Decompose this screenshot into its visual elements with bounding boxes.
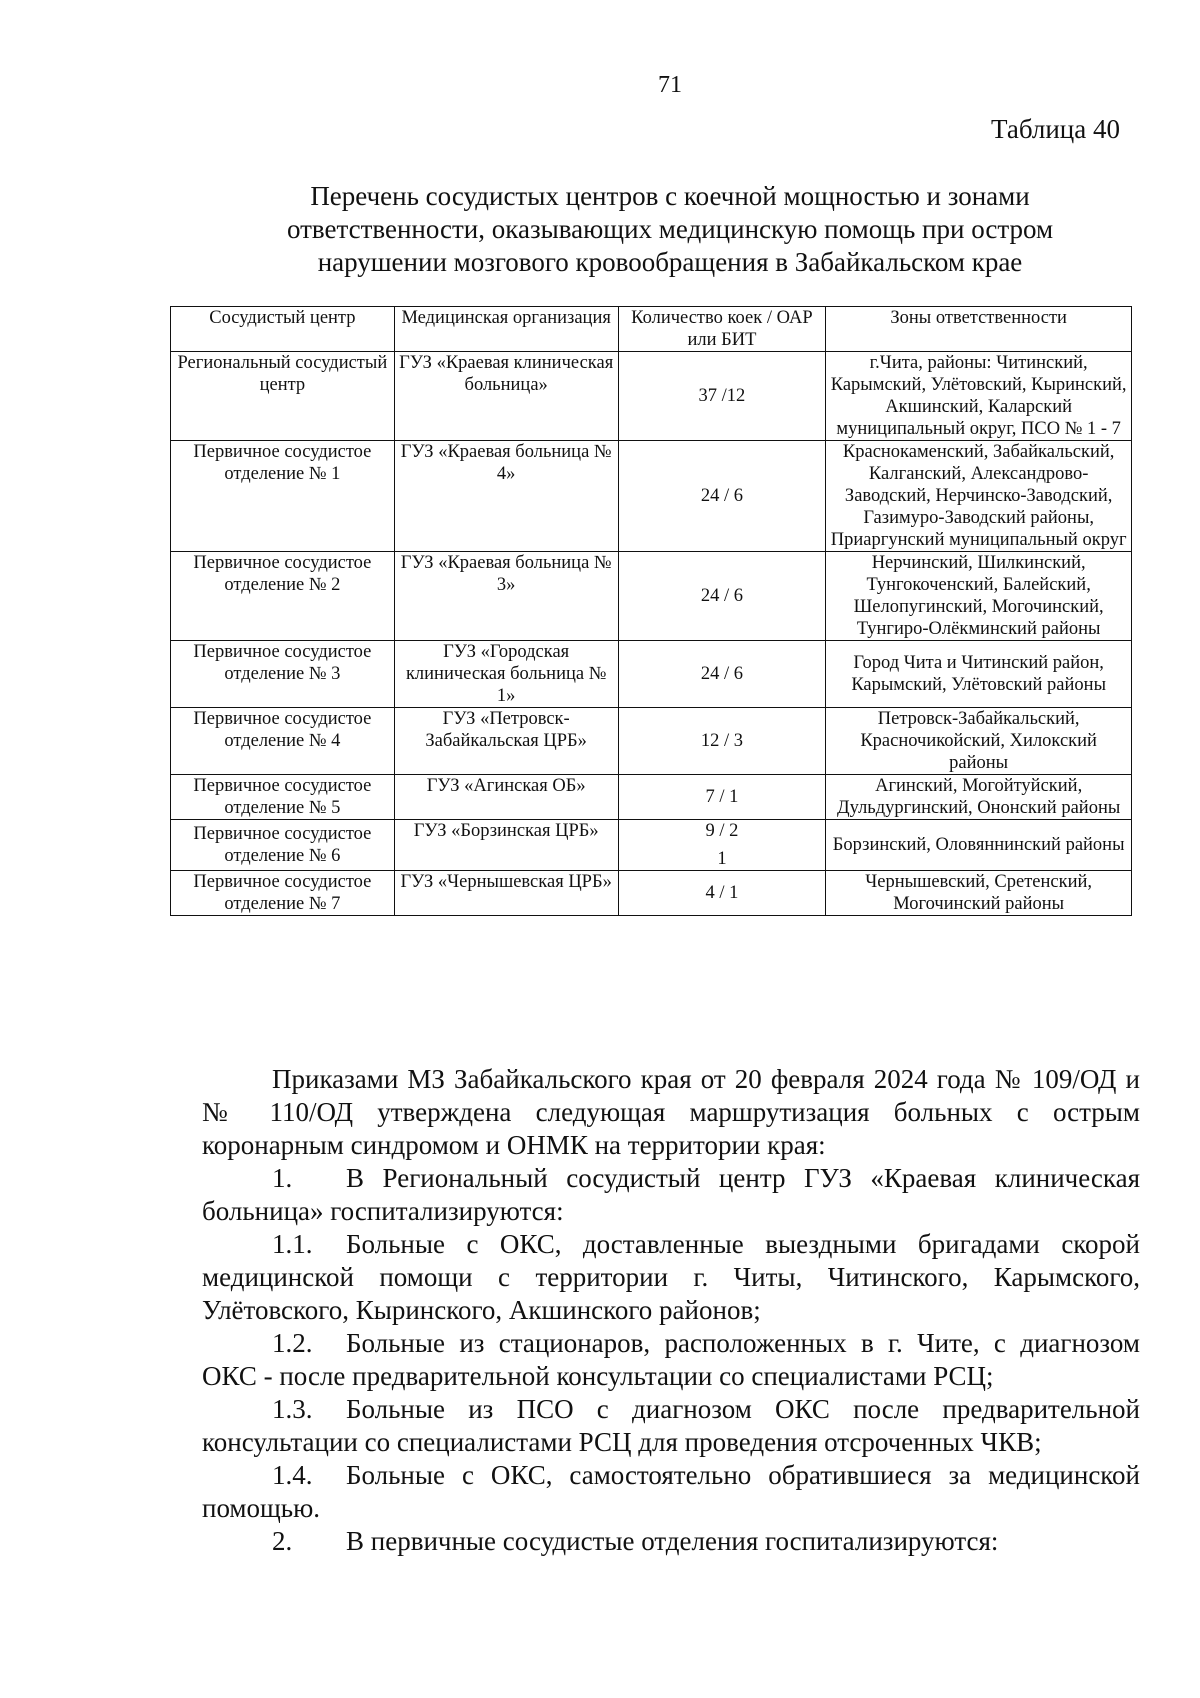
- table-row: [171, 441, 1132, 552]
- paragraph-text: Приказами МЗ Забайкальского края от 20 февраля 2024 года № 109/ОД и № 110/ОД утверждена следующая маршрутизация больных с острым коронарным синдромом и ОНМК на территории края:: [202, 1064, 1140, 1160]
- cell-center: Первичное сосудистое отделение № 4: [171, 708, 395, 775]
- paragraph: [202, 1327, 1140, 1393]
- cell-zones: Нерчинский, Шилкинский, Тунгокоченский, Балейский, Шелопугинский, Могочинский, Тунгиро-Олёкминский районы: [826, 552, 1132, 641]
- page-number: 71: [658, 72, 682, 98]
- cell-organization: ГУЗ «Краевая клиническая больница»: [394, 352, 618, 441]
- cell-organization: ГУЗ «Борзинская ЦРБ»: [394, 820, 618, 871]
- paragraph: [202, 1063, 1140, 1162]
- paragraph-text: Больные с ОКС, доставленные выездными бригадами скорой медицинской помощи с территории г. Читы, Читинского, Карымского, Улётовского, Кыринского, Акшинского районов;: [202, 1229, 1140, 1325]
- title-line: нарушении мозгового кровообращения в Забайкальском крае: [317, 247, 1023, 277]
- cell-beds: 24 / 6: [618, 552, 826, 641]
- paragraph-number: 1.3.: [272, 1394, 313, 1424]
- cell-organization: ГУЗ «Краевая больница № 3»: [394, 552, 618, 641]
- cell-beds: 37 /12: [618, 352, 826, 441]
- cell-beds: 24 / 6: [618, 441, 826, 552]
- cell-zones: Агинский, Могойтуйский, Дульдургинский, Ононский районы: [826, 775, 1132, 820]
- cell-center: Региональный сосудистый центр: [171, 352, 395, 441]
- paragraph-text: Больные из стационаров, расположенных в г. Чите, с диагнозом ОКС - после предварительной консультации со специалистами РСЦ;: [202, 1328, 1140, 1391]
- title-line: ответственности, оказывающих медицинскую помощь при остром: [286, 214, 1054, 244]
- table-row: [171, 708, 1132, 775]
- header-vascular-center: Сосудистый центр: [171, 307, 395, 352]
- vascular-centers-table: [170, 306, 1132, 916]
- cell-center: Первичное сосудистое отделение № 6: [171, 820, 395, 871]
- beds-value: 9 / 2: [705, 821, 739, 841]
- table-row: [171, 820, 1132, 871]
- table-label: Таблица 40: [991, 114, 1120, 144]
- cell-center: Первичное сосудистое отделение № 7: [171, 871, 395, 916]
- paragraph: [202, 1525, 1140, 1558]
- cell-beds: 24 / 6: [618, 641, 826, 708]
- table-row: [171, 352, 1132, 441]
- paragraph-text: Больные из ПСО с диагнозом ОКС после предварительной консультации со специалистами РСЦ для проведения отсроченных ЧКВ;: [202, 1394, 1140, 1457]
- beds-note: 1: [717, 849, 727, 869]
- cell-beds: 4 / 1: [618, 871, 826, 916]
- paragraph-number: 1.4.: [272, 1460, 313, 1490]
- cell-center: Первичное сосудистое отделение № 1: [171, 441, 395, 552]
- paragraph-number: 1.: [272, 1163, 293, 1193]
- paragraph-text: В Региональный сосудистый центр ГУЗ «Краевая клиническая больница» госпитализируются:: [202, 1163, 1140, 1226]
- cell-center: Первичное сосудистое отделение № 2: [171, 552, 395, 641]
- cell-center: Первичное сосудистое отделение № 3: [171, 641, 395, 708]
- paragraph: [202, 1459, 1140, 1525]
- table-row: [171, 871, 1132, 916]
- table-row: [171, 775, 1132, 820]
- cell-organization: ГУЗ «Чернышевская ЦРБ»: [394, 871, 618, 916]
- paragraph: [202, 1162, 1140, 1228]
- paragraph-number: 2.: [272, 1526, 293, 1556]
- cell-zones: Петровск-Забайкальский, Красночикойский, Хилокский районы: [826, 708, 1132, 775]
- cell-zones: Борзинский, Оловяннинский районы: [826, 820, 1132, 871]
- header-medical-organization: Медицинская организация: [394, 307, 618, 352]
- paragraph-number: 1.2.: [272, 1328, 313, 1358]
- table-header-row: [171, 307, 1132, 352]
- table-row: [171, 641, 1132, 708]
- cell-organization: ГУЗ «Городская клиническая больница № 1»: [394, 641, 618, 708]
- paragraph: [202, 1228, 1140, 1327]
- cell-beds: [618, 820, 826, 871]
- cell-organization: ГУЗ «Краевая больница № 4»: [394, 441, 618, 552]
- title-line: Перечень сосудистых центров с коечной мощностью и зонами: [310, 181, 1030, 211]
- cell-zones: Чернышевский, Сретенский, Могочинский районы: [826, 871, 1132, 916]
- cell-center: Первичное сосудистое отделение № 5: [171, 775, 395, 820]
- table-row: [171, 552, 1132, 641]
- cell-organization: ГУЗ «Агинская ОБ»: [394, 775, 618, 820]
- body-text: [202, 1063, 1140, 1558]
- header-responsibility-zones: Зоны ответственности: [826, 307, 1132, 352]
- cell-beds: 7 / 1: [618, 775, 826, 820]
- paragraph-text: Больные с ОКС, самостоятельно обратившиеся за медицинской помощью.: [202, 1460, 1140, 1523]
- cell-zones: Краснокаменский, Забайкальский, Калганский, Александрово-Заводский, Нерчинско-Заводский, Газимуро-Заводский районы, Приаргунский муниципальный округ: [826, 441, 1132, 552]
- cell-organization: ГУЗ «Петровск-Забайкальская ЦРБ»: [394, 708, 618, 775]
- paragraph-number: 1.1.: [272, 1229, 313, 1259]
- cell-zones: Город Чита и Читинский район, Карымский, Улётовский районы: [826, 641, 1132, 708]
- header-bed-count: Количество коек / ОАР или БИТ: [618, 307, 826, 352]
- cell-zones: г.Чита, районы: Читинский, Карымский, Улётовский, Кыринский, Акшинский, Каларский муниципальный округ, ПСО № 1 - 7: [826, 352, 1132, 441]
- paragraph: [202, 1393, 1140, 1459]
- paragraph-text: В первичные сосудистые отделения госпитализируются:: [346, 1526, 999, 1556]
- table-title: [200, 180, 1140, 279]
- cell-beds: 12 / 3: [618, 708, 826, 775]
